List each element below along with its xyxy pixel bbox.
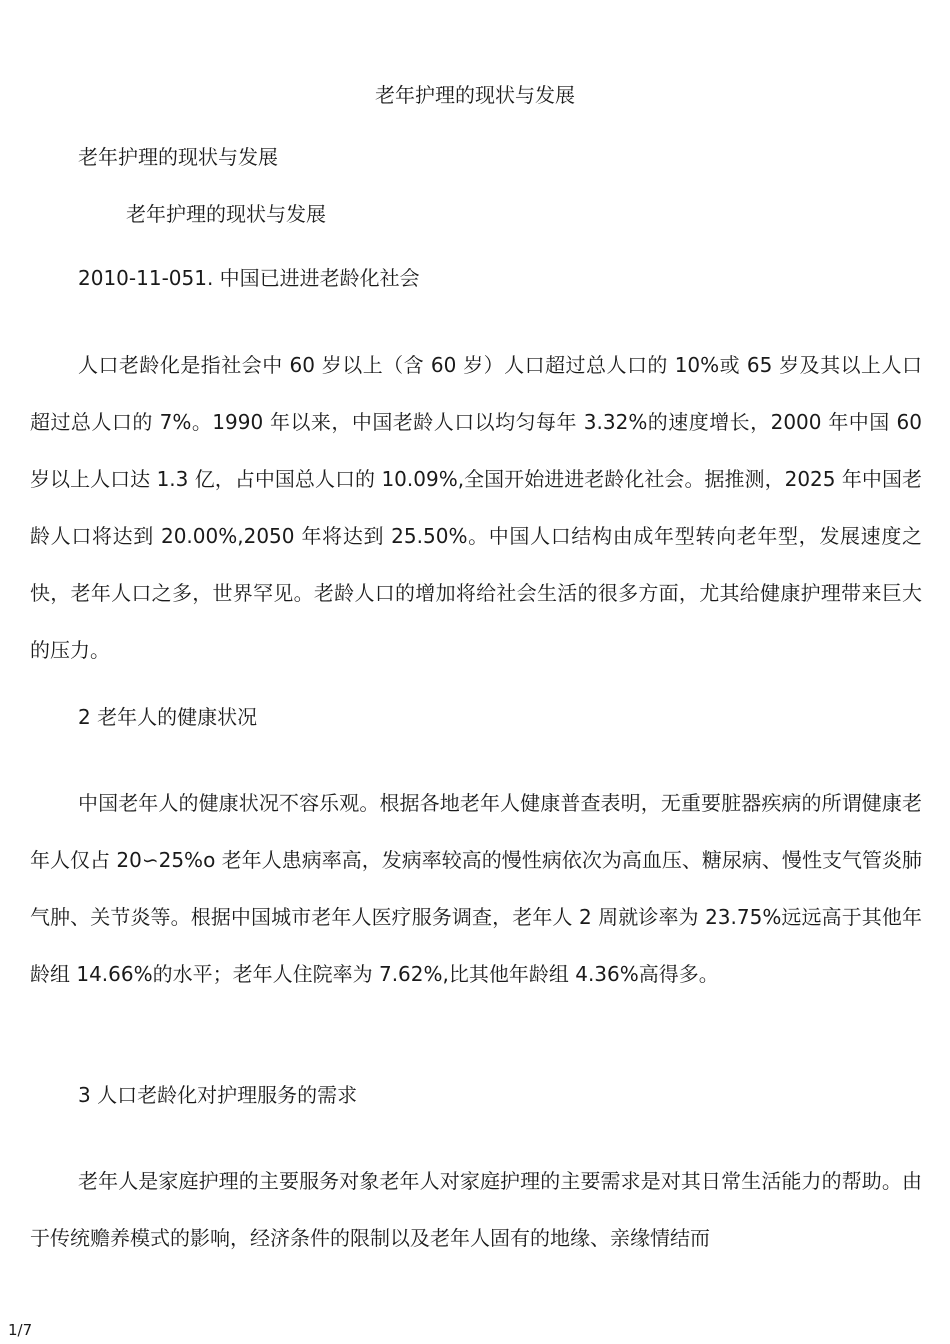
section-heading-health-status: 2 老年人的健康状况 (78, 705, 258, 729)
date-heading: 2010-11-051. 中国已进进老龄化社会 (78, 266, 420, 290)
paragraph-nursing-demand: 老年人是家庭护理的主要服务对象老年人对家庭护理的主要需求是对其日常生活能力的帮助。由于传统赡养模式的影响，经济条件的限制以及老年人固有的地缘、亲缘情结而 (30, 1169, 922, 1250)
paragraph-health-status: 中国老年人的健康状况不容乐观。根据各地老年人健康普查表明，无重要脏器疾病的所谓健康老年人仅占 20∽25%o 老年人患病率高，发病率较高的慢性病依次为高血压、糖尿病、慢性支气管炎肺气肿、关节炎等。根据中国城市老年人医疗服务调查，老年人 2 周就诊率为 23.75%远远高于其他年龄组 14.66%的水平；老年人住院率为 7.62%,比其他年龄组 4.36%高得多。 (30, 791, 922, 986)
paragraph-aging-society: 人口老龄化是指社会中 60 岁以上（含 60 岁）人口超过总人口的 10%或 65 岁及其以上人口超过总人口的 7%。1990 年以来，中国老龄人口以均匀每年 3.32%的速度增长，2000 年中国 60 岁以上人口达 1.3 亿，占中国总人口的 10.09%,全国开始进进老龄化社会。据推测，2025 年中国老龄人口将达到 20.00%,2050 年将达到 25.50%。中国人口结构由成年型转向老年型，发展速度之快，老年人口之多，世界罕见。老龄人口的增加将给社会生活的很多方面，尤其给健康护理带来巨大的压力。 (30, 353, 922, 662)
document-title: 老年护理的现状与发展 (375, 83, 575, 107)
subtitle-primary: 老年护理的现状与发展 (78, 145, 278, 169)
subtitle-secondary: 老年护理的现状与发展 (126, 202, 326, 226)
page-number: 1/7 (8, 1321, 33, 1339)
section-heading-nursing-demand: 3 人口老龄化对护理服务的需求 (78, 1083, 358, 1107)
